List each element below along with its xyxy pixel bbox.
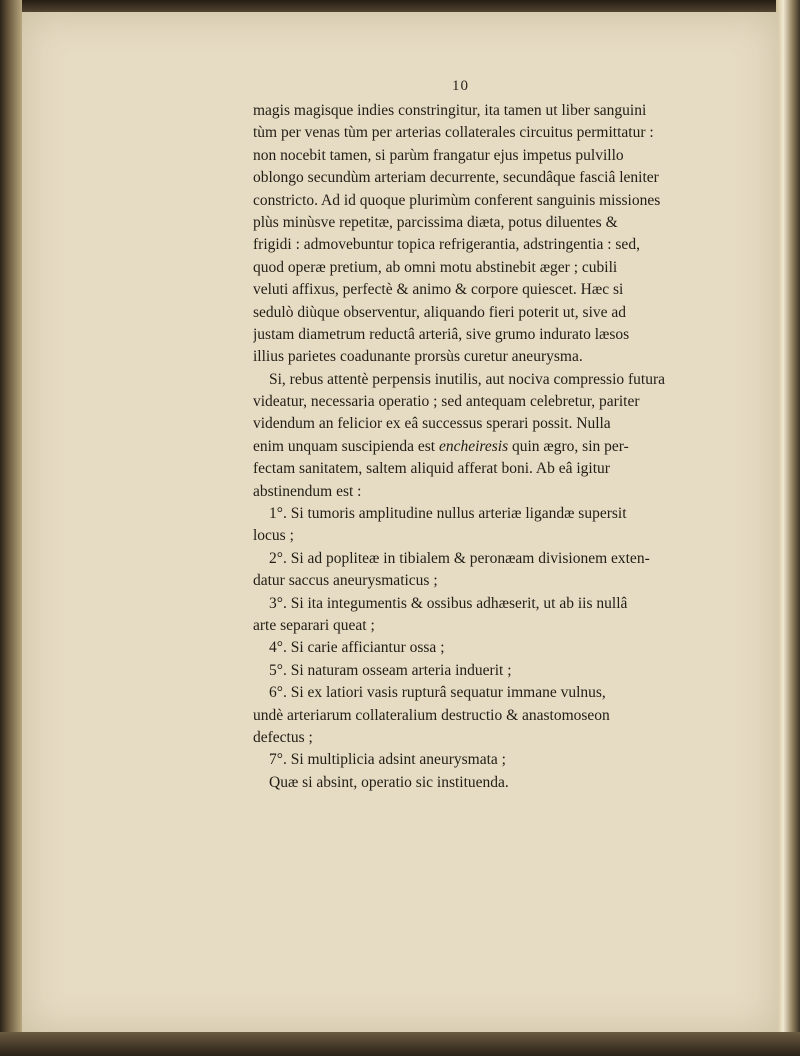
text-line: justam diametrum reductâ arteriâ, sive grumo indurato læsos — [253, 325, 630, 343]
paragraph-start-line: Si, rebus attentè perpensis inutilis, aut nociva compressio futura — [269, 370, 666, 388]
text-line: veluti affixus, perfectè & animo & corpore quiescet. Hæc si — [253, 281, 624, 299]
body-text — [253, 100, 780, 794]
text-segment: quin ægro, sin per- — [512, 437, 629, 455]
text-line: oblongo secundùm arteriam decurrente, secundâque fasciâ leniter — [253, 169, 659, 187]
list-item-line: 4°. Si carie afficiantur ossa ; — [269, 639, 445, 657]
list-item-line: 2°. Si ad popliteæ in tibialem & peronæam divisionem exten- — [269, 549, 650, 567]
list-item-line: 1°. Si tumoris amplitudine nullus arteriæ ligandæ supersit — [269, 505, 627, 523]
text-line: sedulò diùque observentur, aliquando fieri poterit ut, sive ad — [253, 303, 627, 321]
text-line: arte separari queat ; — [253, 616, 375, 634]
italic-term: encheiresis — [438, 437, 509, 455]
text-line: plùs minùsve repetitæ, parcissima diæta, potus diluentes & — [253, 213, 618, 231]
closing-line: Quæ si absint, operatio sic instituenda. — [269, 773, 509, 791]
text-line: illius parietes coadunante prorsùs curetur aneurysma. — [253, 348, 583, 366]
text-line: videatur, necessaria operatio ; sed antequam celebretur, pariter — [253, 393, 640, 411]
text-line: non nocebit tamen, si parùm frangatur ejus impetus pulvillo — [253, 146, 624, 164]
list-item-line: 3°. Si ita integumentis & ossibus adhæserit, ut ab iis nullâ — [269, 594, 628, 612]
list-item-line: 5°. Si naturam osseam arteria induerit ; — [269, 661, 512, 679]
text-line: undè arteriarum collateralium destructio & anastomoseon — [253, 706, 610, 724]
text-line: defectus ; — [253, 728, 313, 746]
list-item-line: 7°. Si multiplicia adsint aneurysmata ; — [269, 751, 506, 769]
scan-edge-bottom — [0, 1032, 800, 1056]
scan-edge-left — [0, 0, 22, 1056]
list-item-line: 6°. Si ex latiori vasis rupturâ sequatur immane vulnus, — [269, 684, 606, 702]
text-line: tùm per venas tùm per arterias collaterales circuitus permittatur : — [253, 124, 654, 142]
text-line: abstinendum est : — [253, 482, 362, 500]
text-segment: enim unquam suscipienda est — [253, 437, 436, 455]
text-line: magis magisque indies constringitur, ita tamen ut liber sanguini — [253, 102, 647, 119]
text-line: constricto. Ad id quoque plurimùm conferent sanguinis missiones — [253, 191, 661, 209]
text-line: datur saccus aneurysmaticus ; — [253, 572, 438, 590]
page-number: 10 — [452, 78, 469, 94]
text-line: frigidi : admovebuntur topica refrigerantia, adstringentia : sed, — [253, 236, 640, 254]
text-line: locus ; — [253, 527, 294, 545]
text-line: fectam sanitatem, saltem aliquid afferat boni. Ab eâ igitur — [253, 460, 610, 478]
text-line — [253, 436, 780, 458]
text-line: quod operæ pretium, ab omni motu abstinebit æger ; cubili — [253, 258, 618, 276]
text-line: videndum an felicior ex eâ successus sperari possit. Nulla — [253, 415, 611, 433]
